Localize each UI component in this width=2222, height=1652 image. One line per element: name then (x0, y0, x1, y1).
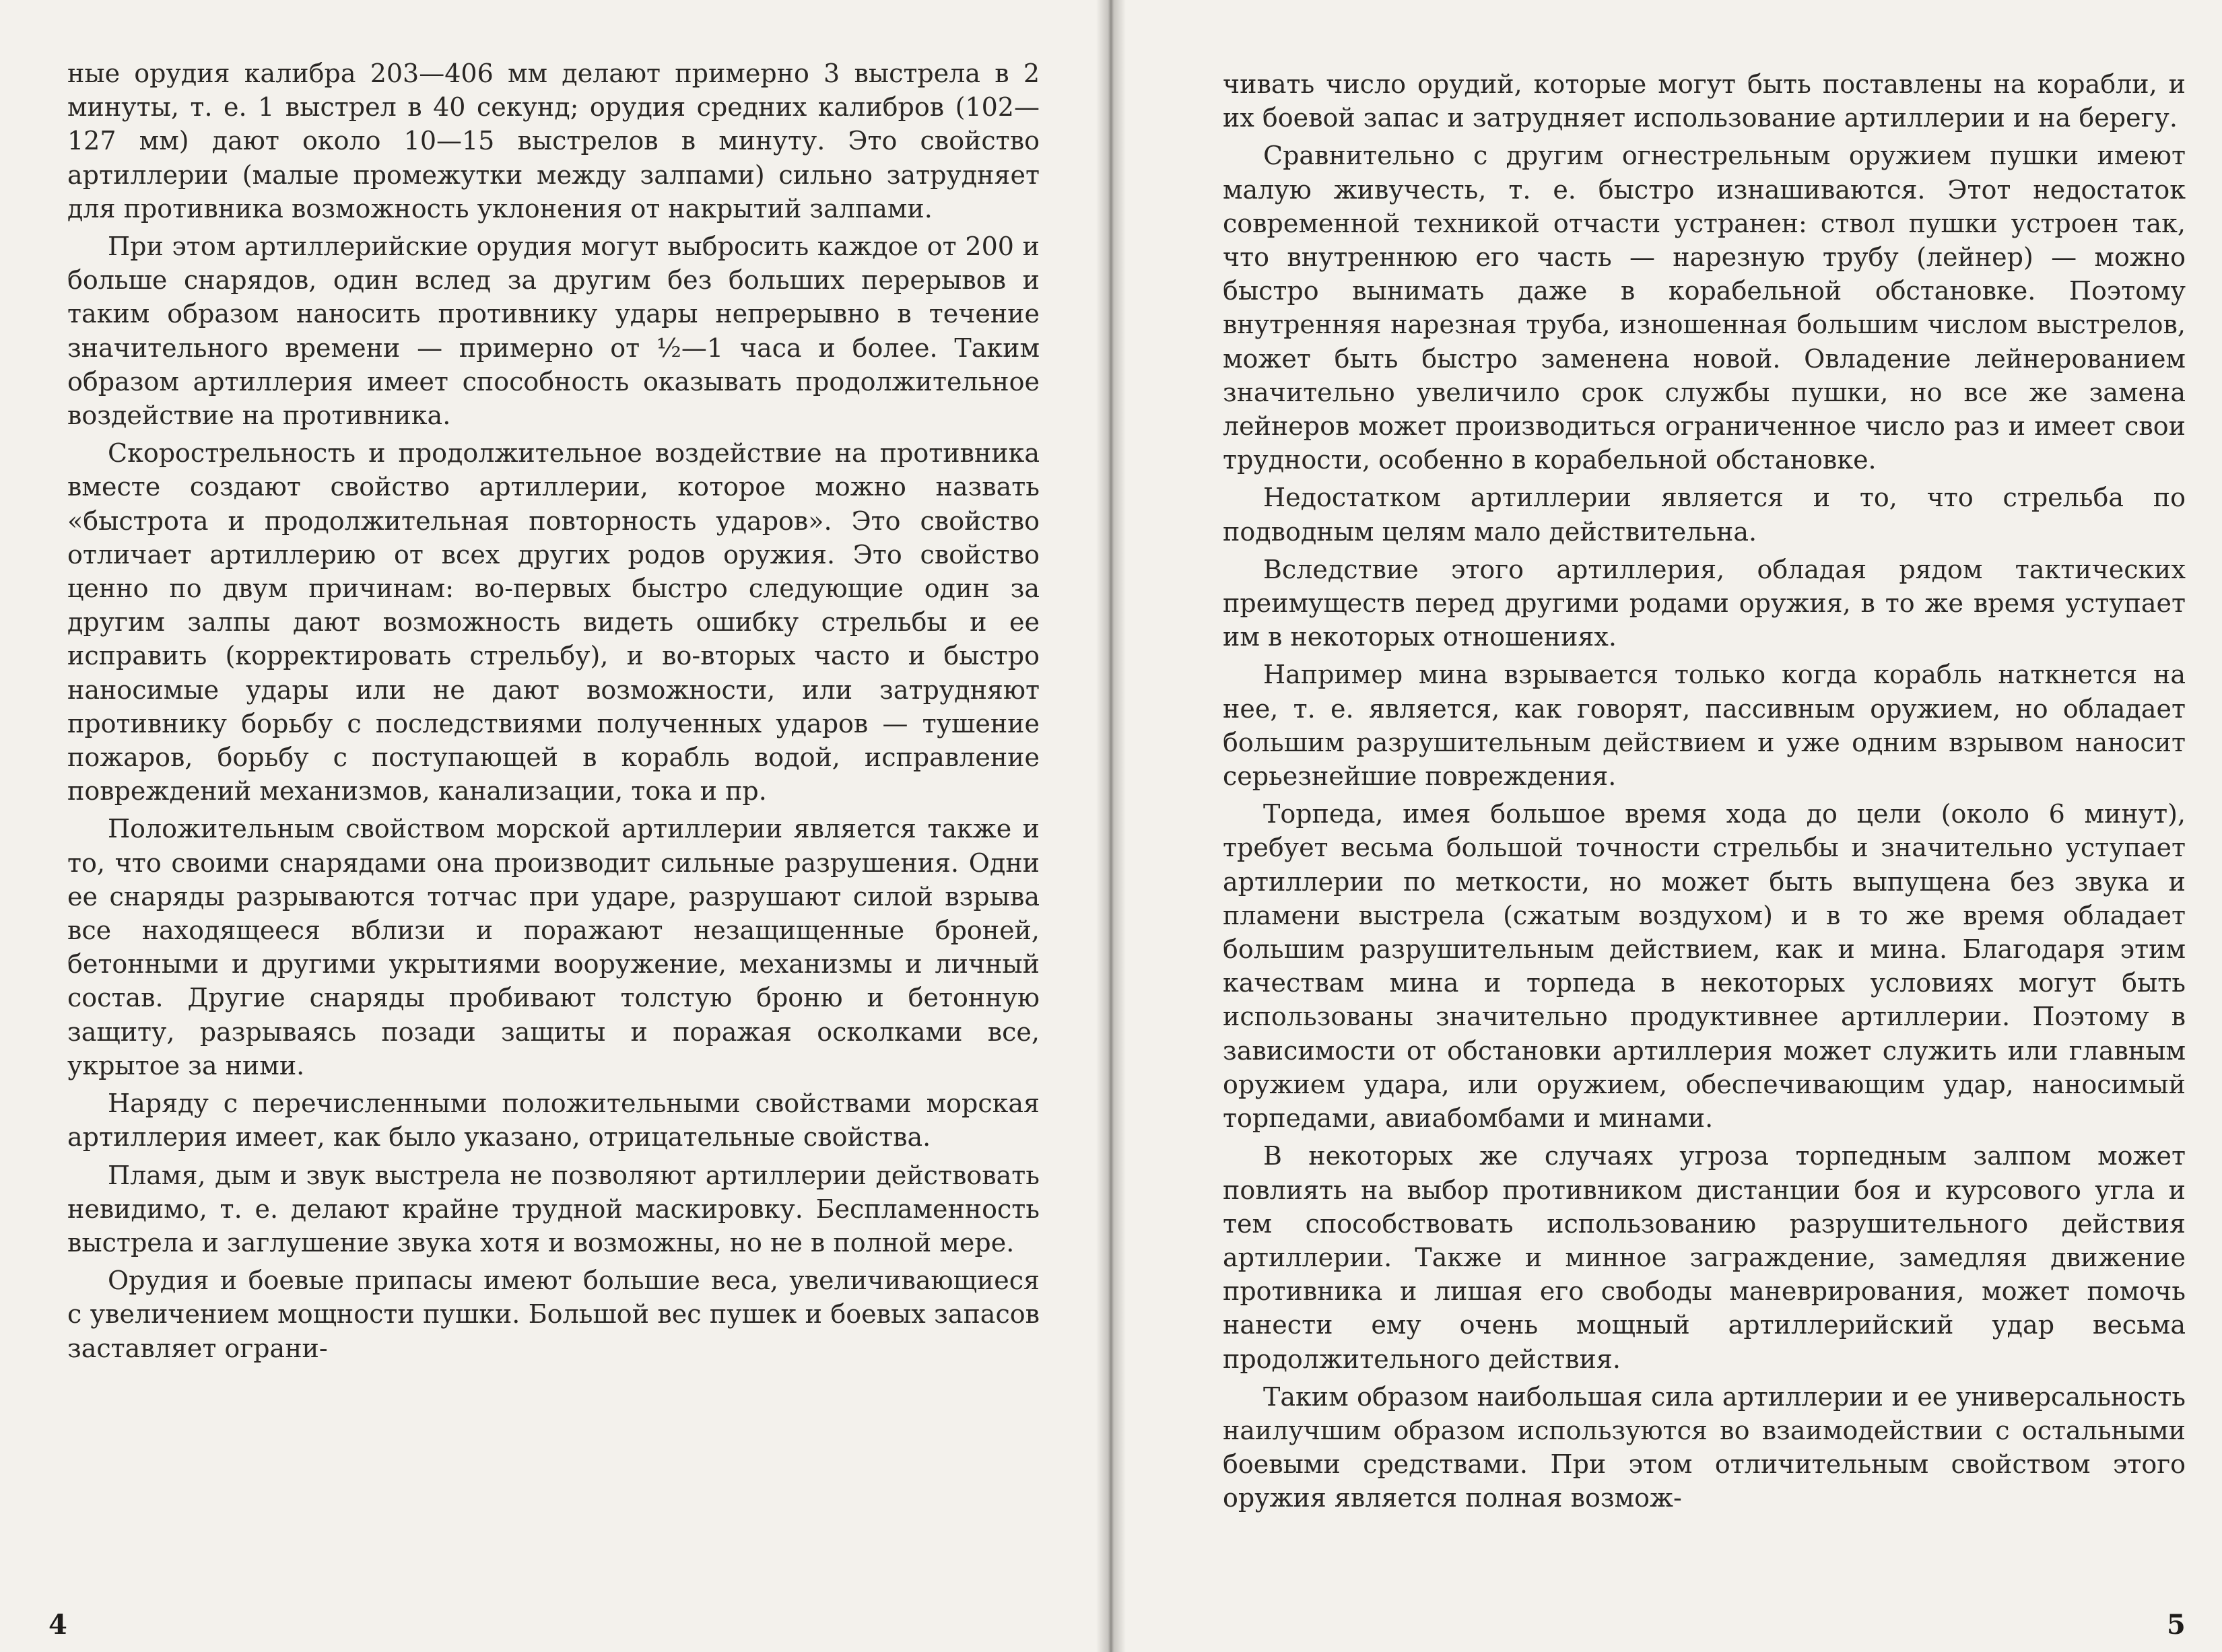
paragraph: Положительным свойством морской артиллерии является также и то, что своими снарядами она производит сильные разрушения. Одни ее снаряды разрываются тотчас при ударе, разрушают силой взрыва все находящееся вблизи и поражают незащищенные броней, бетонными и другими укрытиями вооружение, механизмы и личный состав. Другие снаряды пробивают толстую броню и бетонную защиту, разрываясь позади защиты и поражая осколками все, укрытое за ними. (67, 814, 1040, 1080)
paragraph: Наряду с перечисленными положительными свойствами морская артиллерия имеет, как было указано, отрицательные свойства. (67, 1089, 1040, 1152)
paragraph: Недостатком артиллерии является и то, что стрельба по подводным целям мало действительна. (1223, 483, 2186, 547)
paragraph: Скорострельность и продолжительное воздействие на противника вместе создают свойство артиллерии, которое можно назвать «быстрота и продолжительная повторность ударов». Это свойство отличает артиллерию от всех других родов оружия. Это свойство ценно по двум причинам: во-первых быстро следующие один за другим залпы дают возможность видеть ошибку стрельбы и ее исправить (корректировать стрельбу), и во-вторых часто и быстро наносимые удары или не дают возможности, или затрудняют противнику борьбу с последствиями полученных ударов — тушение пожаров, борьбу с поступающей в корабль водой, исправление повреждений механизмов, канализации, тока и пр. (67, 438, 1040, 806)
paragraph: чивать число орудий, которые могут быть поставлены на корабли, и их боевой запас и затрудняет использование артиллерии и на берегу. (1223, 69, 2186, 133)
paragraph: ные орудия калибра 203—406 мм делают примерно 3 выстрела в 2 минуты, т. е. 1 выстрел в 40 секунд; орудия средних калибров (102—127 мм) дают около 10—15 выстрелов в минуту. Это свойство артиллерии (малые промежутки между залпами) сильно затрудняет для противника возможность уклонения от накрытий залпами. (67, 59, 1040, 223)
paragraph: Таким образом наибольшая сила артиллерии и ее универсальность наилучшим образом используются во взаимодействии с остальными боевыми средствами. При этом отличительным свойством этого оружия является полная возмож- (1223, 1381, 2186, 1513)
paragraph: Вследствие этого артиллерия, обладая рядом тактических преимуществ перед другими родами оружия, в то же время уступает им в некоторых отношениях. (1223, 554, 2186, 652)
right-page-text (1223, 67, 2186, 1515)
left-page-text (67, 57, 1040, 1365)
paragraph: Торпеда, имея большое время хода до цели (около 6 минут), требует весьма большой точности стрельбы и значительно уступает артиллерии по меткости, но может быть выпущена без звука и пламени выстрела (сжатым воздухом) и в то же время обладает большим разрушительным действием, как и мина. Благодаря этим качествам мина и торпеда в некоторых условиях могут быть использованы значительно продуктивнее артиллерии. Поэтому в зависимости от обстановки артиллерия может служить или главным оружием удара, или оружием, обеспечивающим удар, наносимый торпедами, авиабомбами и минами. (1223, 799, 2186, 1134)
paragraph: Например мина взрывается только когда корабль наткнется на нее, т. е. является, как говорят, пассивным оружием, но обладает большим разрушительным действием и уже одним взрывом наносит серьезнейшие повреждения. (1223, 660, 2186, 792)
paragraph: Орудия и боевые припасы имеют большие веса, увеличивающиеся с увеличением мощности пушки. Большой вес пушек и боевых запасов заставляет ограни- (67, 1266, 1040, 1363)
right-page (1111, 0, 2222, 1652)
page-number-left: 4 (48, 1609, 67, 1641)
page-number-right: 5 (2167, 1609, 2186, 1641)
paragraph: Сравнительно с другим огнестрельным оружием пушки имеют малую живучесть, т. е. быстро изнашиваются. Этот недостаток современной техникой отчасти устранен: ствол пушки устроен так, что внутреннюю его часть — нарезную трубу (лейнер) — можно быстро вынимать даже в корабельной обстановке. Поэтому внутренняя нарезная труба, изношенная большим числом выстрелов, может быть быстро заменена новой. Овладение лейнерованием значительно увеличило срок службы пушки, но все же замена лейнеров может производиться ограниченное число раз и имеет свои трудности, особенно в корабельной обстановке. (1223, 141, 2186, 475)
paragraph: При этом артиллерийские орудия могут выбросить каждое от 200 и больше снарядов, один вслед за другим без больших перерывов и таким образом наносить противнику удары непрерывно в течение значительного времени — примерно от ½—1 часа и более. Таким образом артиллерия имеет способность оказывать продолжительное воздействие на противника. (67, 232, 1040, 431)
paragraph: Пламя, дым и звук выстрела не позволяют артиллерии действовать невидимо, т. е. делают крайне трудной маскировку. Беспламенность выстрела и заглушение звука хотя и возможны, но не в полной мере. (67, 1160, 1040, 1258)
paragraph: В некоторых же случаях угроза торпедным залпом может повлиять на выбор противником дистанции боя и курсового угла и тем способствовать использованию разрушительного действия артиллерии. Также и минное заграждение, замедляя движение противника и лишая его свободы маневрирования, может помочь нанести ему очень мощный артиллерийский удар весьма продолжительного действия. (1223, 1141, 2186, 1374)
